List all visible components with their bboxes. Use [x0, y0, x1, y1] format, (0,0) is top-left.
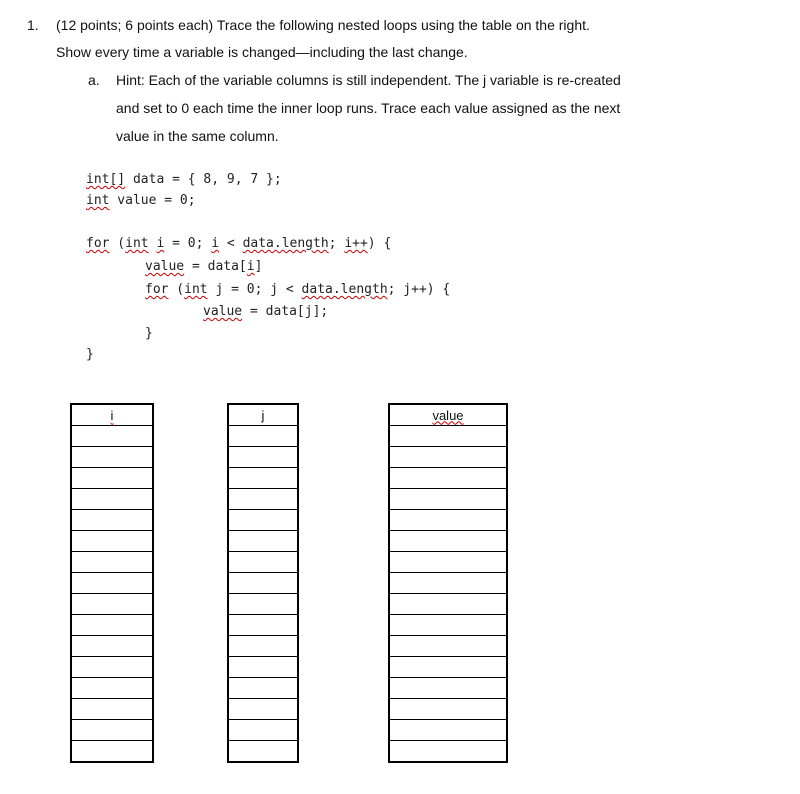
answer-cell[interactable]	[389, 720, 507, 741]
answer-cell[interactable]	[389, 510, 507, 531]
table-row	[71, 741, 153, 763]
answer-cell[interactable]	[228, 636, 298, 657]
code-token: <	[219, 236, 243, 251]
answer-cell[interactable]	[389, 447, 507, 468]
code-line-7: }	[145, 326, 153, 341]
code-token: (	[109, 236, 126, 251]
answer-cell[interactable]	[228, 678, 298, 699]
code-token: int[]	[86, 172, 126, 187]
code-token: ]	[254, 259, 263, 274]
answer-cell[interactable]	[71, 489, 153, 510]
answer-cell[interactable]	[228, 594, 298, 615]
code-token: i	[211, 236, 220, 251]
table-row	[389, 594, 507, 615]
table-row	[228, 426, 298, 447]
question-text-line2: Show every time a variable is changed—including the last change.	[56, 44, 468, 60]
table-row	[71, 615, 153, 636]
answer-cell[interactable]	[228, 741, 298, 763]
answer-cell[interactable]	[71, 636, 153, 657]
code-token: int	[86, 193, 110, 208]
answer-cell[interactable]	[389, 615, 507, 636]
table-row	[71, 552, 153, 573]
answer-cell[interactable]	[389, 468, 507, 489]
answer-cell[interactable]	[389, 678, 507, 699]
code-token: = 0;	[164, 236, 212, 251]
answer-cell[interactable]	[389, 552, 507, 573]
table-row	[71, 699, 153, 720]
answer-cell[interactable]	[228, 699, 298, 720]
code-token: i	[156, 236, 165, 251]
answer-cell[interactable]	[71, 615, 153, 636]
table-header-value: value	[389, 404, 507, 426]
hint-letter: a.	[88, 72, 100, 88]
answer-cell[interactable]	[71, 447, 153, 468]
code-token: for	[86, 236, 110, 251]
table-row	[228, 489, 298, 510]
answer-cell[interactable]	[71, 678, 153, 699]
table-row	[228, 510, 298, 531]
answer-cell[interactable]	[389, 531, 507, 552]
answer-cell[interactable]	[228, 447, 298, 468]
table-row	[389, 447, 507, 468]
code-token: j = 0; j <	[207, 282, 302, 297]
table-row	[389, 615, 507, 636]
table-row	[228, 678, 298, 699]
code-line-3	[86, 236, 391, 251]
code-token: (	[168, 282, 185, 297]
table-row	[71, 468, 153, 489]
code-token: ) {	[367, 236, 392, 251]
answer-cell[interactable]	[71, 552, 153, 573]
hint-text-line1: Hint: Each of the variable columns is still independent. The j variable is re-created	[116, 72, 621, 88]
answer-cell[interactable]	[71, 468, 153, 489]
table-row	[228, 573, 298, 594]
code-token: ; j++) {	[387, 282, 451, 297]
table-row	[71, 720, 153, 741]
code-token: value = 0;	[109, 193, 196, 208]
code-token: for	[145, 282, 169, 297]
code-line-1	[86, 172, 282, 187]
answer-cell[interactable]	[71, 426, 153, 447]
code-line-5	[145, 282, 450, 297]
code-token: data.length	[301, 282, 388, 297]
code-token: int	[184, 282, 208, 297]
table-row	[389, 741, 507, 763]
table-row	[228, 594, 298, 615]
answer-cell[interactable]	[389, 489, 507, 510]
question-text-line1: (12 points; 6 points each) Trace the following nested loops using the table on the right.	[56, 17, 590, 33]
answer-cell[interactable]	[389, 657, 507, 678]
answer-cell[interactable]	[71, 510, 153, 531]
answer-cell[interactable]	[228, 657, 298, 678]
answer-cell[interactable]	[71, 594, 153, 615]
code-token: data = { 8, 9, 7 };	[125, 172, 282, 187]
answer-cell[interactable]	[71, 531, 153, 552]
table-row	[71, 489, 153, 510]
code-token: = data[	[184, 259, 247, 274]
answer-cell[interactable]	[71, 720, 153, 741]
table-row	[389, 426, 507, 447]
code-token: ;	[328, 236, 345, 251]
table-row	[228, 552, 298, 573]
table-row	[389, 489, 507, 510]
trace-table-i	[70, 403, 154, 763]
code-token: int	[125, 236, 149, 251]
table-row	[71, 573, 153, 594]
answer-cell[interactable]	[228, 468, 298, 489]
trace-table-value	[388, 403, 508, 763]
table-row	[389, 636, 507, 657]
answer-cell[interactable]	[228, 426, 298, 447]
hint-text-line3: value in the same column.	[116, 128, 279, 144]
answer-cell[interactable]	[71, 741, 153, 763]
table-row	[228, 636, 298, 657]
table-row	[389, 552, 507, 573]
table-row	[389, 720, 507, 741]
table-row	[71, 447, 153, 468]
table-row	[228, 447, 298, 468]
trace-table-j	[227, 403, 299, 763]
answer-cell[interactable]	[389, 426, 507, 447]
table-row	[389, 510, 507, 531]
table-row	[389, 678, 507, 699]
table-header-j: j	[228, 404, 298, 426]
answer-cell[interactable]	[228, 552, 298, 573]
table-row	[71, 531, 153, 552]
trace-table-body	[71, 426, 153, 763]
code-token: data.length	[242, 236, 329, 251]
answer-cell[interactable]	[389, 741, 507, 763]
answer-cell[interactable]	[71, 573, 153, 594]
table-row	[228, 468, 298, 489]
code-line-2	[86, 193, 196, 208]
answer-cell[interactable]	[71, 657, 153, 678]
answer-cell[interactable]	[228, 615, 298, 636]
answer-cell[interactable]	[389, 699, 507, 720]
table-row	[389, 699, 507, 720]
answer-cell[interactable]	[228, 573, 298, 594]
table-row	[389, 573, 507, 594]
answer-cell[interactable]	[228, 489, 298, 510]
table-row	[228, 720, 298, 741]
table-row	[71, 678, 153, 699]
table-row	[228, 531, 298, 552]
trace-table-body	[389, 426, 507, 763]
answer-cell[interactable]	[389, 573, 507, 594]
table-row	[71, 426, 153, 447]
table-row	[71, 657, 153, 678]
code-token: = data[j];	[242, 304, 329, 319]
table-row	[228, 699, 298, 720]
code-token: value	[203, 304, 243, 319]
answer-cell[interactable]	[228, 510, 298, 531]
table-row	[71, 510, 153, 531]
table-row	[228, 657, 298, 678]
answer-cell[interactable]	[389, 594, 507, 615]
table-row	[71, 636, 153, 657]
code-line-6	[203, 304, 328, 319]
code-line-8: }	[86, 347, 94, 362]
table-row	[389, 531, 507, 552]
table-row	[228, 741, 298, 763]
answer-cell[interactable]	[228, 531, 298, 552]
table-row	[71, 594, 153, 615]
answer-cell[interactable]	[71, 699, 153, 720]
answer-cell[interactable]	[389, 636, 507, 657]
code-token: value	[145, 259, 185, 274]
table-header-i: i	[71, 404, 153, 426]
code-token: i++	[344, 236, 368, 251]
code-line-4	[145, 259, 262, 274]
trace-table-body	[228, 426, 298, 763]
table-row	[389, 468, 507, 489]
answer-cell[interactable]	[228, 720, 298, 741]
code-token: i	[246, 259, 255, 274]
hint-text-line2: and set to 0 each time the inner loop runs. Trace each value assigned as the next	[116, 100, 621, 116]
table-row	[228, 615, 298, 636]
table-row	[389, 657, 507, 678]
question-number: 1.	[27, 17, 39, 33]
